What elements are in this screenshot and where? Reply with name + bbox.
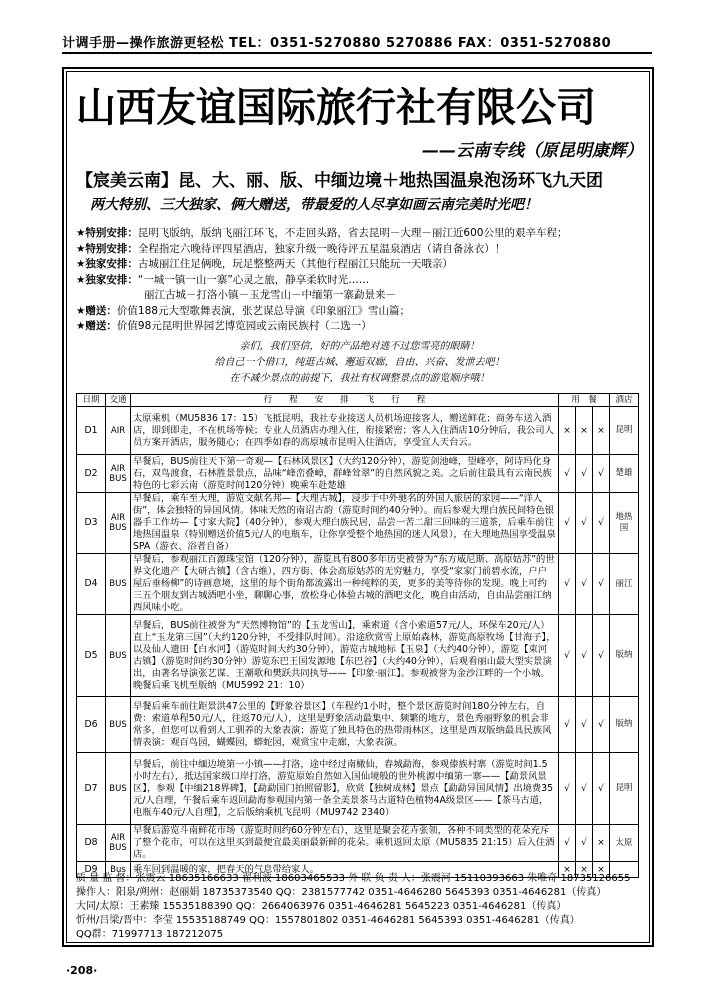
route-title: 【宸美云南】昆、大、丽、版、中缅边境＋地热国温泉泡汤环飞九天团 xyxy=(76,171,603,191)
feature-text: “一城一镇一山一寨”心灵之旅，静享柔软时光…… xyxy=(137,273,370,286)
meal-cell: √ xyxy=(576,697,593,753)
meal-cell: √ xyxy=(593,615,610,697)
contact-line: 忻州/吕梁/晋中：李莹 15535188749 QQ：1557801802 0351-4646281 5645393 0351-4646281（传真） xyxy=(76,915,580,926)
itinerary-row xyxy=(77,753,639,825)
itinerary-row xyxy=(77,554,639,615)
subtitle: ——云南专线（原昆明康辉） xyxy=(422,141,643,161)
slogan-line: 在不减少景点的前提下，我社有权调整景点的游览顺序哦！ xyxy=(229,373,490,384)
transport-cell: Bus xyxy=(106,862,131,878)
itinerary-cell: 早餐后，BUS前往天下第一奇观—【石林风景区】（大约120分钟），游览剑池峰，望峰亭，阿诗玛化身石，双鸟渡食，石林胜景景点，品味“峰峦叠嶂，群峰耸翠”的自然风貌之美。之后前往最具有云南民族特色的七彩云南（游览时间120分钟）晚乘车赴楚雄 xyxy=(131,455,559,493)
feature-item xyxy=(76,256,644,272)
meal-cell: × xyxy=(559,407,576,455)
transport-cell: AIR BUS xyxy=(106,825,131,862)
transport-cell: AIR xyxy=(106,407,131,455)
itinerary-row xyxy=(77,615,639,697)
day-cell: D5 xyxy=(77,615,106,697)
itinerary-row xyxy=(77,825,639,862)
meal-cell: √ xyxy=(593,493,610,554)
contact-line: QQ群：71997713 187212075 xyxy=(76,929,224,940)
meal-cell: × xyxy=(593,862,610,878)
day-cell: D8 xyxy=(77,825,106,862)
hotel-cell: 丽江 xyxy=(610,554,639,615)
meal-cell: × xyxy=(576,407,593,455)
day-cell: D1 xyxy=(77,407,106,455)
feature-item xyxy=(76,225,644,241)
feature-text: 古城丽江住足俩晚，玩足整整两天（其他行程丽江只能玩一天哦亲） xyxy=(137,258,453,270)
header-rule xyxy=(62,52,652,54)
meal-cell: √ xyxy=(559,615,576,697)
itinerary-cell: 早餐后，参观丽江百源珠宝馆（120分钟），游览具有800多年历史被誉为“东方威尼斯、高原姑苏”的世界文化遗产【大研古镇】（含古维），四方街、体会高原姑苏的无穷魅力，享受“家家门前碧水流，户户屋后垂杨柳”的诗画意境，这里的每个街角都流露出一种纯粹的美，更多的美等待你的发现。晚上可约三五个朋友到古城酒吧小坐，聊聊心事，放松身心体验古城的酒吧文化，晚自由活动，自由品尝丽江纳西风味小吃。 xyxy=(131,554,559,615)
meal-cell: √ xyxy=(559,455,576,493)
feature-text: 丽江古城－打洛小镇－玉龙雪山－中缅第一寨勐景来－ xyxy=(144,289,396,301)
header-date: 日期 xyxy=(77,394,106,407)
itinerary-cell: 早餐后，乘车至大理，游览文献名邦—【大理古城】，浸步于中外驰名的外国人旅居的家园——“洋人街”，体会独特的异国风情。体味天然的南诏古韵（游览时间约40分钟）。而后参观大理白族民间特色银器手工作坊—【寸家大院】（40分钟），参观大理白族民居，品尝一苦二甜三回味的三道茶，后乘车前往地热国温泉（特别赠送价值5元/人的电瓶车，让你享受整个地热国的迷人风景），在大理地热国享受温泉SPA（游衣、浴者自备） xyxy=(131,493,559,554)
meal-cell: √ xyxy=(593,554,610,615)
transport-cell: BUS xyxy=(106,697,131,753)
feature-label: ★特别安排： xyxy=(76,242,138,255)
header-transport: 交通 xyxy=(106,394,131,407)
hotel-cell: 太原 xyxy=(610,825,639,862)
meal-cell: √ xyxy=(576,455,593,493)
header-meals: 用 餐 xyxy=(559,394,610,407)
hotel-cell: 版纳 xyxy=(610,697,639,753)
hotel-cell: 版纳 xyxy=(610,615,639,697)
feature-item xyxy=(76,272,644,288)
hotel-cell: 地热国 xyxy=(610,493,639,554)
feature-label: ★特别安排： xyxy=(76,227,138,239)
itinerary-row xyxy=(77,455,639,493)
table-header-row xyxy=(77,394,639,407)
meal-cell: √ xyxy=(559,554,576,615)
day-cell: D9 xyxy=(77,862,106,878)
contact-line: 质 量 监 督：张震云 18635166633 翟利波 18603465533 外 联 负 责 人：张震河 15110393663 朱唯奇 18735126655 xyxy=(76,873,631,884)
day-cell: D4 xyxy=(77,554,106,615)
header-itinerary: 行 程 安 排 飞 行 程 xyxy=(131,394,559,407)
header-contact-line: 计调手册—操作旅游更轻松 TEL：0351-5270880 5270886 FAX：0351-5270880 xyxy=(62,36,612,51)
hotel-cell: 昆明 xyxy=(610,407,639,455)
meal-cell: × xyxy=(593,407,610,455)
itinerary-row xyxy=(77,493,639,554)
header-hotel: 酒店 xyxy=(610,394,639,407)
transport-cell: BUS xyxy=(106,753,131,825)
hotel-cell: 昆明 xyxy=(610,753,639,825)
itinerary-row xyxy=(77,407,639,455)
feature-item xyxy=(76,303,644,319)
meal-cell: × xyxy=(576,862,593,878)
meal-cell: √ xyxy=(576,493,593,554)
meal-cell: √ xyxy=(593,455,610,493)
day-cell: D2 xyxy=(77,455,106,493)
meal-cell: √ xyxy=(593,753,610,825)
feature-text: 全程指定六晚待评四星酒店，独家升级一晚待评五星温泉酒店（请自备泳衣）！ xyxy=(137,242,506,255)
transport-cell: BUS xyxy=(106,615,131,697)
itinerary-cell: 早餐后，BUS前往被誉为“天然博物馆”的【玉龙雪山】，乘索道（含小索道57元/人，环保车20元/人）直上“玉龙第三国”（大约120分钟，不受排队时间）。沿途欣赏雪上原始森林，游览高原牧场【甘海子】，以及仙人遗田【白水河】（游览时间大约30分钟），游览古城地标【玉泉】（大约40分钟），游览【束河古镇】（游览时间约30分钟）游览东巴王国发源地【东巴谷】（大约40分钟），后观看丽山最大型实景演出，由著名导演张艺谋、王潮歌和樊跃共同执导——【印象·丽江】。参观被誉为金沙江畔的一个小城。晚餐后乘飞机至版纳（MU5992 21：10） xyxy=(131,615,559,697)
day-cell: D7 xyxy=(77,753,106,825)
page-number: ·208· xyxy=(66,964,98,977)
meal-cell: √ xyxy=(559,493,576,554)
itinerary-cell: 早餐后游览斗南鲜花市场（游览时间约60分钟左右），这里是聚会花卉张领，各种不同类型的花朵充斥了整个花市，可以在这里买到最便宜最美丽最新鲜的花朵。乘机返回太原（MU5835 21:15）后入住酒店。 xyxy=(131,825,559,862)
company-title: 山西友谊国际旅行社有限公司 xyxy=(76,84,596,131)
meal-cell: × xyxy=(559,862,576,878)
feature-text: 昆明飞版纳，版纳飞丽江环飞，不走回头路，省去昆明－大理－丽江近600公里的艰辛车程； xyxy=(137,227,568,239)
meal-cell: √ xyxy=(559,825,576,862)
feature-text: 价值188元大型歌舞表演，张艺谋总导演《印象丽江》雪山篇； xyxy=(116,304,410,317)
tagline: 两大特别、三大独家、俩大赠送，带最爱的人尽享如画云南完美时光吧！ xyxy=(90,197,538,213)
meal-cell: √ xyxy=(576,825,593,862)
slogan-line: 亲们，我们坚信，好的产品绝对逃不过您雪亮的眼睛！ xyxy=(239,341,480,352)
feature-item xyxy=(76,318,644,334)
contact-line: 操作人：阳泉/朔州：赵丽娟 18735373540 QQ：2381577742 0351-4646280 5645393 0351-4646281（传真） xyxy=(76,887,607,898)
feature-text: 价值98元昆明世界园艺博览园或云南民族村（二选一） xyxy=(116,320,372,332)
feature-label: ★独家安排： xyxy=(76,258,138,270)
transport-cell: BUS xyxy=(106,554,131,615)
meal-cell: √ xyxy=(576,554,593,615)
contact-line: 大同/太原：王素臻 15535188390 QQ：2664063976 0351-4646281 5645223 0351-4646281（传真） xyxy=(76,901,567,912)
transport-cell: AIR BUS xyxy=(106,455,131,493)
feature-label: ★赠送： xyxy=(76,320,117,332)
itinerary-row xyxy=(77,697,639,753)
meal-cell: √ xyxy=(576,615,593,697)
day-cell: D3 xyxy=(77,493,106,554)
hotel-cell: 楚雄 xyxy=(610,455,639,493)
meal-cell: √ xyxy=(559,697,576,753)
itinerary-cell: 早餐后乘车前往距景洪47公里的【野象谷景区】（车程约1小时，整个景区游览时间180分钟左右，自费：索道单程50元/人，往返70元/人），这里是野象活动最集中、频繁的地方，景色秀丽野象的机会非常多，但您可以看到人工驯养的大象表演；游览了独具特色的热带雨林区，这里是西双版纳最具民族风情表演：观百鸟园，蝴蝶园，蟒蛇园，观赏宝中走廊，大象表演。 xyxy=(131,697,559,753)
feature-item xyxy=(76,287,712,303)
feature-label: ★赠送： xyxy=(76,304,117,317)
day-cell: D6 xyxy=(77,697,106,753)
slogan-line: 给自己一个借口，纯逛古城、邂逅双廊，自由、兴奋、发泄去吧！ xyxy=(214,357,505,368)
feature-label: ★独家安排： xyxy=(76,273,138,286)
itinerary-table xyxy=(76,393,639,878)
meal-cell: × xyxy=(593,825,610,862)
transport-cell: AIR BUS xyxy=(106,493,131,554)
meal-cell: √ xyxy=(559,753,576,825)
itinerary-cell: 乘车回到温暖的家，把春天的气息带给家人。 xyxy=(131,862,559,878)
feature-item xyxy=(76,241,644,257)
meal-cell: √ xyxy=(576,753,593,825)
meal-cell: √ xyxy=(593,697,610,753)
itinerary-cell: 早餐后，前往中缅边境第一小镇——打洛，途中经过南橄仙，春城勐海，参观傣族村寨（游览时间1.5小时左右），抵达国家级口岸打洛，游览原始自然如入国仙境般的世外桃源中缅第一寨——【勐景风景区】，参观【中缅218界碑】，【勐勐国门拍照留影】，欣赏【独树成林】景点【勐勐异国风情】出境费35元/人自理，午餐后乘车返回勐海参观国内第一条全美景茶马古道特色植物4A级景区——【茶马古道，电瓶车40元/人自理】，之后版纳乘机飞昆明（MU9742 2340） xyxy=(131,753,559,825)
itinerary-cell: 太原乘机（MU5836 17：15）飞抵昆明，我社专业接送人员机场迎接客人，赠送鲜花；商务车送入酒店，即到即走，不在机场等候；专业人员酒店办理入住，衔接紧密；客人入住酒店10分钟后，我公司人员方案开酒店，服务随心；在四季如春的高原城市昆明入住酒店，享受宜人天台云。 xyxy=(131,407,559,455)
